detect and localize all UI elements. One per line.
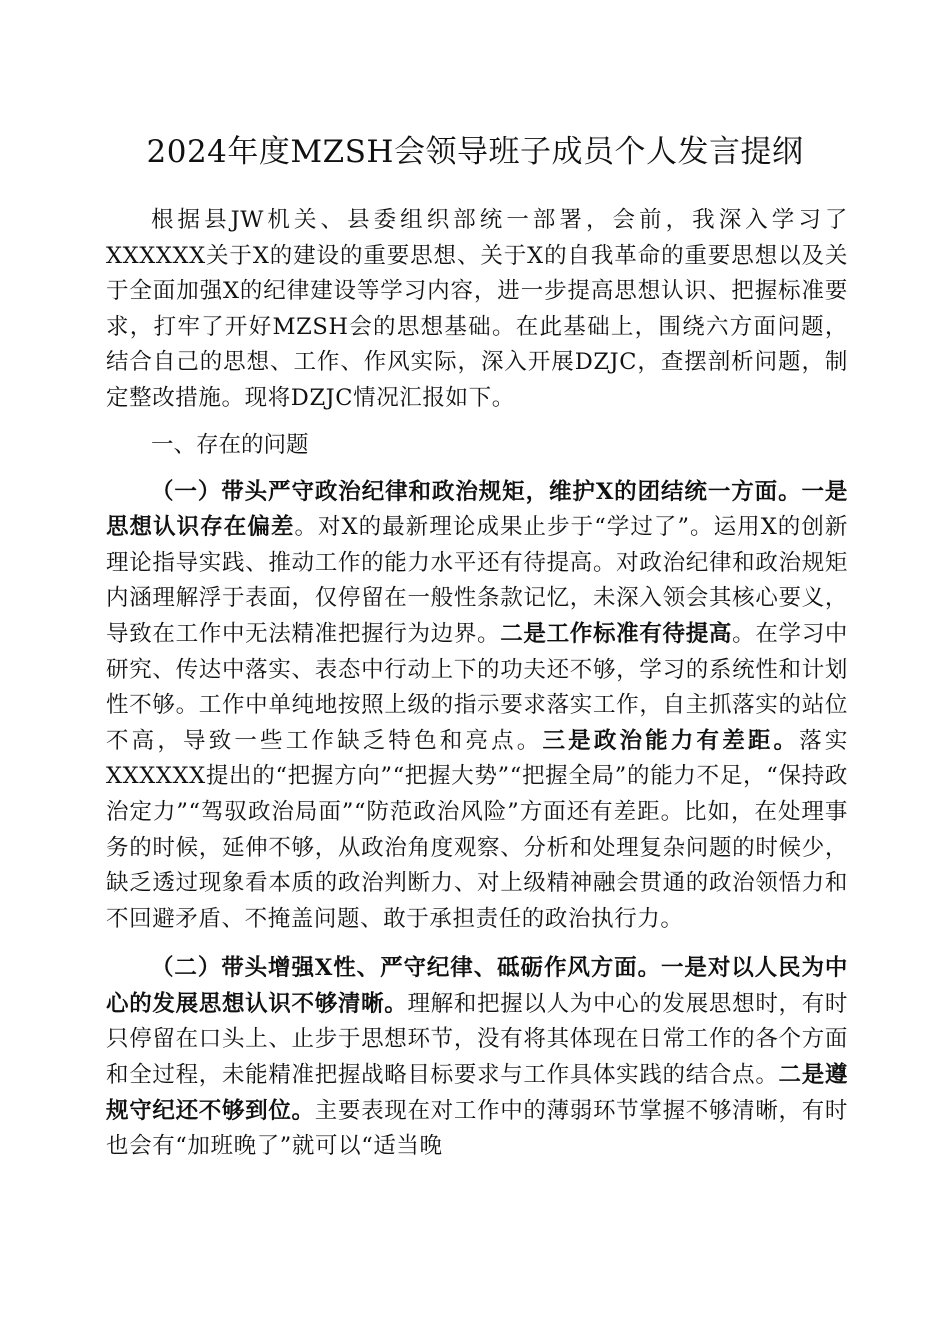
section-1-title: （一）带头严守政治纪律和政治规矩，维护X的团结统一方面。 xyxy=(151,478,802,505)
section-1-point-3-text: 落实XXXXXX提出的“把握方向”“把握大势”“把握全局”的能力不足，“保持政治定力”“驾驭政治局面”“防范政治风险”方面还有差距。比如，在处理事务的时候，延伸不够，从政治角度观察、分析和处理复杂问题的时候少，缺乏透过现象看本质的政治判断力、对上级精神融会贯通的政治领悟力和不回避矛盾、不掩盖问题、敢于承担责任的政治执行力。 xyxy=(106,727,848,932)
section-1-point-1-label: 一是思想认识存在偏差 xyxy=(106,478,848,541)
document-title: 2024年度MZSH会领导班子成员个人发言提纲 xyxy=(146,134,804,170)
section-2-title: （二）带头增强X性、严守纪律、砥砺作风方面。 xyxy=(151,955,661,982)
section-2-paragraph xyxy=(106,951,848,1165)
section-1-point-2-label: 二是工作标准有待提高 xyxy=(500,620,733,647)
section-1-point-2-text: 。在学习中研究、传达中落实、表态中行动上下的功夫还不够，学习的系统性和计划性不够。工作中单纯地按照上级的指示要求落实工作，自主抓落实的站位不高，导致一些工作缺乏特色和亮点。 xyxy=(106,620,848,754)
section-1-point-1-text: 。对X的最新理论成果止步于“学过了”。运用X的创新理论指导实践、推动工作的能力水平还有待提高。对政治纪律和政治规矩内涵理解浮于表面，仅停留在一般性条款记忆，未深入领会其核心要义，导致在工作中无法精准把握行为边界。 xyxy=(106,514,848,647)
section-2-point-1-label: 一是对以人民为中心的发展思想认识不够清晰。 xyxy=(106,955,848,1017)
section-heading-problems: 一、存在的问题 xyxy=(151,431,309,458)
section-1-paragraph xyxy=(106,475,848,938)
section-1-point-3-label: 三是政治能力有差距。 xyxy=(542,727,800,754)
section-2-point-1-text: 理解和把握以人为中心的发展思想时，有时只停留在口头上、止步于思想环节，没有将其体现在日常工作的各个方面和全过程，未能精准把握战略目标要求与工作具体实践的结合点。 xyxy=(106,990,848,1089)
intro-paragraph: 根据县JW机关、县委组织部统一部署，会前，我深入学习了XXXXXX关于X的建设的重要思想、关于X的自我革命的重要思想以及关于全面加强X的纪律建设等学习内容，进一步提高思想认识、把握标准要求，打牢了开好MZSH会的思想基础。在此基础上，围绕六方面问题，结合自己的思想、工作、作风实际，深入开展DZJC，查摆剖析问题，制定整改措施。现将DZJC情况汇报如下。 xyxy=(106,207,848,411)
document-body xyxy=(106,203,848,1165)
section-2-point-2-text: 主要表现在对工作中的薄弱环节掌握不够清晰，有时也会有“加班晚了”就可以“适当晚 xyxy=(106,1097,848,1160)
section-2-point-2-label: 二是遵规守纪还不够到位。 xyxy=(106,1062,848,1124)
